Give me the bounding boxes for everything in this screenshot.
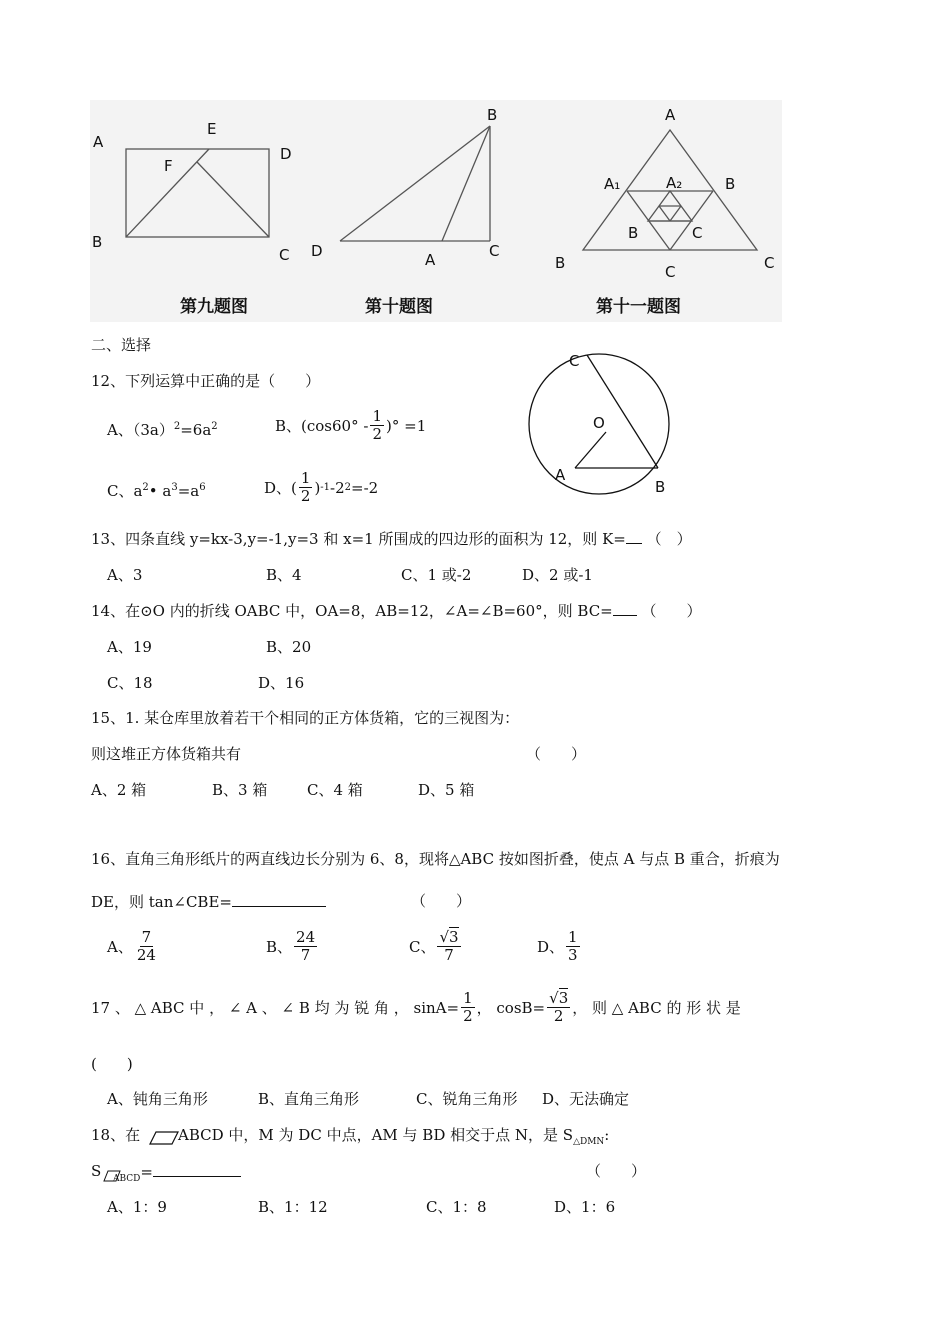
q12-option-d: D、( $\frac{1}{2}$ ) -1 -2 2 =-2 (264, 469, 379, 505)
q16-option-a: A、 $\frac{7}{24}$ (107, 928, 156, 964)
q17-option-d: D、无法确定 (542, 1090, 630, 1108)
q16-paren: （ ） (411, 892, 472, 910)
q15-option-c: C、4 箱 (307, 781, 363, 799)
q12-option-b: B、(cos60° - $\frac{1}{2}$ )° =1 (275, 407, 427, 443)
q17-option-a: A、钝角三角形 (107, 1090, 208, 1108)
fig11-label-a: A (665, 106, 676, 124)
fig9-label-c: C (279, 246, 290, 264)
fig11-label-a1: A₁ (604, 175, 621, 193)
q14-option-a: A、19 (107, 638, 152, 656)
circle-label-a: A (555, 466, 566, 484)
fig11-caption: 第十一题图 (596, 297, 681, 317)
circle-label-b: B (655, 478, 666, 496)
q13-option-d: D、2 或-1 (522, 566, 593, 584)
q14-stem: 14、在⊙O 内的折线 OABC 中，OA=8，AB=12，∠A=∠B=60°，则 BC= （ ） (91, 602, 702, 620)
q18-option-a: A、1：9 (107, 1198, 167, 1216)
fig11-label-b-bot: B (555, 254, 566, 272)
q18-stem: ABCD 中，M 为 DC 中点，AM 与 BD 相交于点 N，是 $S_{\triangle DMN}$: (178, 1126, 610, 1147)
fig11-label-b-mid: B (628, 224, 639, 242)
q16-option-d: D、 $\frac{1}{3}$ (537, 928, 578, 964)
fig9-label-b: B (92, 233, 103, 251)
q13-option-b: B、4 (266, 566, 302, 584)
q15-stem: 15、1. 某仓库里放着若干个相同的正方体货箱，它的三视图为： (91, 709, 520, 727)
fig10-label-b: B (487, 106, 498, 124)
circle-label-c: C (569, 352, 580, 370)
q16-line2: DE，则 tan∠CBE= (91, 892, 326, 911)
fig11-label-a2: A₂ (666, 174, 683, 192)
q16-option-c: C、 $\frac{√3}{7}$ (409, 928, 459, 964)
q12-option-c: C、$a^2•$ $a^3=a^6$ (107, 482, 206, 500)
circle-label-o: O (593, 414, 605, 432)
fig9-label-a: A (93, 133, 104, 151)
q18-option-b: B、1：12 (258, 1198, 328, 1216)
fig11-label-c-bot: C (665, 263, 676, 281)
q18-line2-rest: $_{ABCD}$= (113, 1162, 241, 1188)
fig11-label-b-top: B (725, 175, 736, 193)
q15-paren: （ ） (526, 745, 587, 763)
q17-option-b: B、直角三角形 (258, 1090, 360, 1108)
q13-option-a: A、3 (107, 566, 143, 584)
q15-option-d: D、5 箱 (418, 781, 475, 799)
figure-9-diagram (90, 100, 782, 322)
q12-option-a: A、$(3a)^2=6a^2$ (107, 421, 218, 439)
fig9-caption: 第九题图 (180, 297, 248, 317)
fig10-label-c: C (489, 242, 500, 260)
q13-option-c: C、1 或-2 (401, 566, 472, 584)
fig10-caption: 第十题图 (365, 297, 433, 317)
q16-option-b: B、 $\frac{24}{7}$ (266, 928, 316, 964)
parallelogram-icon (148, 1130, 180, 1146)
q18-option-c: C、1：8 (426, 1198, 487, 1216)
q18-line2: S (91, 1162, 102, 1180)
fig10-label-d: D (311, 242, 323, 260)
q12-stem: 12、下列运算中正确的是（ ） (91, 372, 321, 390)
q17-stem: 17 、 △ ABC 中 ， ∠ A 、 ∠ B 均 为 锐 角 ， sinA= $\frac{1}{2}$ ， cosB= $\frac{√3}{2}$ ， 则 △ ABC 的 形 状 是 (91, 989, 741, 1025)
fig10-label-a: A (425, 251, 436, 269)
q17-option-c: C、锐角三角形 (416, 1090, 518, 1108)
q18-paren: （ ） (586, 1162, 647, 1180)
q15-option-a: A、2 箱 (91, 781, 147, 799)
q14-option-d: D、16 (258, 674, 305, 692)
q14-option-b: B、20 (266, 638, 312, 656)
fig9-label-f: F (164, 157, 173, 175)
q18-option-d: D、1：6 (554, 1198, 616, 1216)
section-heading: 二、选择 (91, 336, 152, 354)
q14-option-c: C、18 (107, 674, 153, 692)
fig9-label-e: E (207, 120, 217, 138)
fig9-label-d: D (280, 145, 292, 163)
q13-stem: 13、四条直线 y=kx-3,y=-1,y=3 和 x=1 所围成的四边形的面积为 12，则 K= （ ） (91, 530, 692, 548)
q16-stem: 16、直角三角形纸片的两直线边长分别为 6、8，现将△ABC 按如图折叠，使点 A 与点 B 重合，折痕为 (91, 850, 780, 868)
q17-paren: ( ) (91, 1055, 133, 1073)
q15-option-b: B、3 箱 (212, 781, 268, 799)
fig11-label-c-mid: C (692, 224, 703, 242)
fig11-label-c-right: C (764, 254, 775, 272)
q15-line2: 则这堆正方体货箱共有 (91, 745, 242, 763)
q18-stem-pre: 18、在 (91, 1126, 141, 1144)
